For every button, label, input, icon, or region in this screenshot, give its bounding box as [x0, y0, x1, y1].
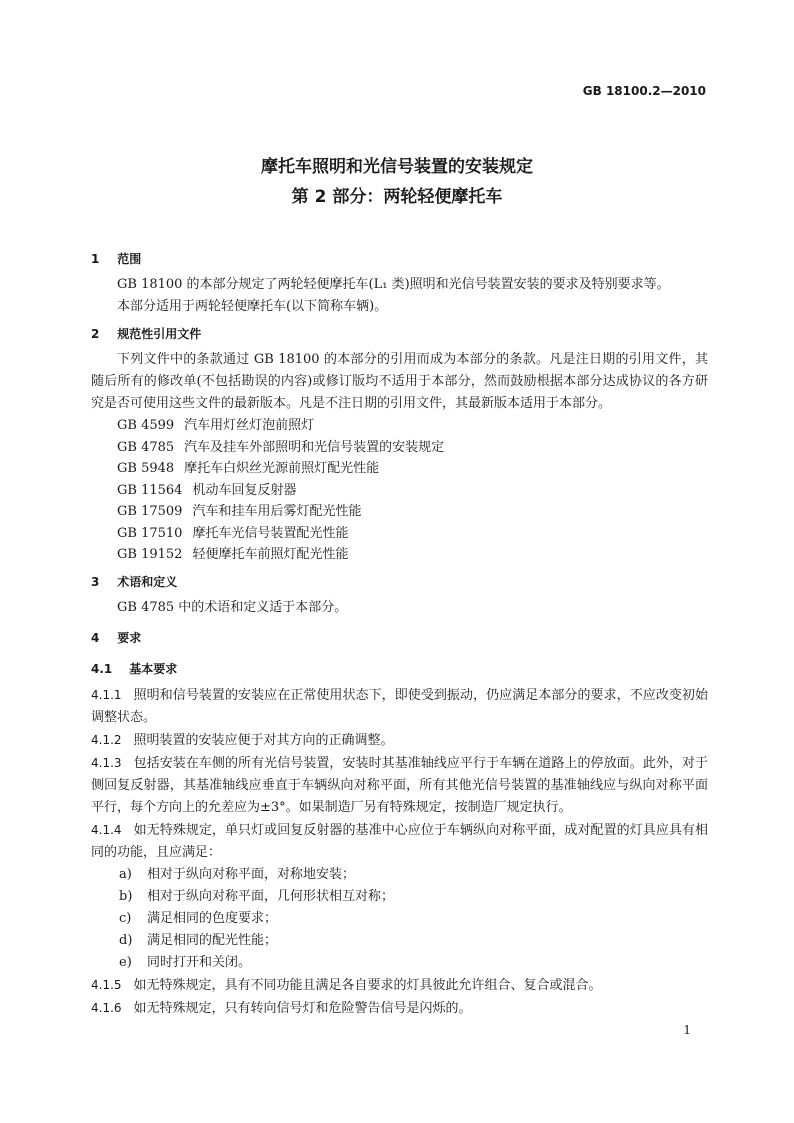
reference-item: GB 17510 摩托车光信号装置配光性能 — [117, 525, 349, 541]
standard-number: GB 18100.2—2010 — [582, 84, 706, 98]
paragraph: 本部分适用于两轮轻便摩托车(以下简称车辆)。 — [117, 299, 388, 314]
list-item: a) 相对于纵向对称平面，对称地安装； — [119, 866, 356, 882]
list-item: c) 满足相同的色度要求； — [119, 910, 278, 926]
list-item: e) 同时打开和关闭。 — [119, 954, 252, 970]
reference-item: GB 4599 汽车用灯丝灯泡前照灯 — [117, 418, 315, 433]
reference-item: GB 17509 汽车和挂车用后雾灯配光性能 — [117, 504, 362, 519]
subsection-heading-basic-requirements: 4.1 基本要求 — [91, 661, 178, 676]
paragraph: GB 4785 中的术语和定义适于本部分。 — [117, 599, 348, 615]
paragraph: GB 18100 的本部分规定了两轮轻便摩托车(L₁ 类)照明和光信号装置安装的要求及特别要求等。 — [117, 277, 670, 292]
section-heading-requirements: 4 要求 — [91, 630, 142, 645]
section-heading-normative-references: 2 规范性引用文件 — [91, 327, 202, 341]
list-item: d) 满足相同的配光性能； — [119, 932, 278, 948]
clause-4-1-6: 4.1.6 如无特殊规定，只有转向信号灯和危险警告信号是闪烁的。 — [91, 1000, 472, 1016]
reference-item: GB 5948 摩托车白炽丝光源前照灯配光性能 — [117, 461, 380, 476]
document-body — [91, 249, 708, 1020]
clause-4-1-1: 4.1.1 照明和信号装置的安装应在正常使用状态下，即使受到振动，仍应满足本部分的要求，不应改变初始调整状态。 — [91, 687, 708, 725]
clause-4-1-5: 4.1.5 如无特殊规定，具有不同功能且满足各自要求的灯具彼此允许组合、复合或混合。 — [91, 977, 602, 993]
clause-4-1-2: 4.1.2 照明装置的安装应便于对其方向的正确调整。 — [91, 732, 394, 748]
paragraph: 下列文件中的条款通过 GB 18100 的本部分的引用而成为本部分的条款。凡是注日期的引用文件，其随后所有的修改单(不包括勘误的内容)或修订版均不适用于本部分，然而鼓励根据本部分达成协议的各方研究是否可使用这些文件的最新版本。凡是不注日期的引用文件，其最新版本适用于本部分。 — [91, 352, 708, 411]
document-subtitle: 第 2 部分：两轮轻便摩托车 — [291, 187, 503, 207]
reference-item: GB 4785 汽车及挂车外部照明和光信号装置的安装规定 — [117, 439, 445, 455]
clause-4-1-3: 4.1.3 包括安装在车侧的所有光信号装置，安装时其基准轴线应平行于车辆在道路上的停放面。此外，对于侧回复反射器，其基准轴线应垂直于车辆纵向对称平面，所有其他光信号装置的基准轴线应与纵向对称平面平行，每个方向上的允差应为±3°。如果制造厂另有特殊规定，按制造厂规定执行。 — [91, 755, 708, 815]
section-heading-scope: 1 范围 — [91, 252, 142, 266]
list-item: b) 相对于纵向对称平面，几何形状相互对称； — [119, 888, 395, 904]
reference-item: GB 11564 机动车回复反射器 — [117, 482, 297, 498]
clause-4-1-4: 4.1.4 如无特殊规定，单只灯或回复反射器的基准中心应位于车辆纵向对称平面，成对配置的灯具应具有相同的功能，且应满足： — [91, 822, 708, 860]
reference-item: GB 19152 轻便摩托车前照灯配光性能 — [117, 547, 349, 562]
section-heading-terms: 3 术语和定义 — [91, 574, 178, 589]
document-title: 摩托车照明和光信号装置的安装规定 — [261, 157, 533, 177]
page-number: 1 — [683, 1023, 691, 1037]
